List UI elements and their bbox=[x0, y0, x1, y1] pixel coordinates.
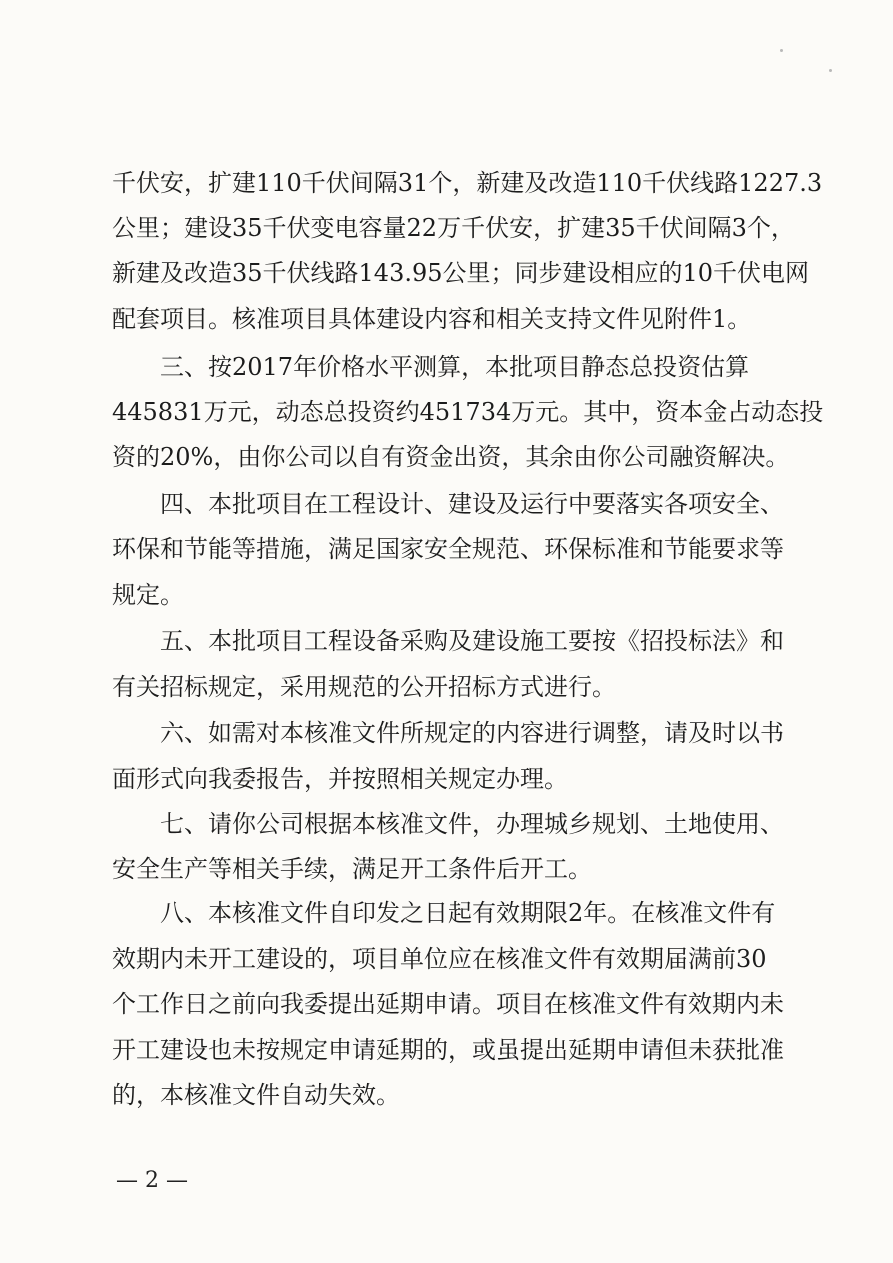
page-number: — 2 — bbox=[116, 1168, 188, 1193]
body-line: 公里；建设35千伏变电容量22万千伏安，扩建35千伏间隔3个， bbox=[112, 214, 795, 242]
paragraph-3-line: 资的20%，由你公司以自有资金出资，其余由你公司融资解决。 bbox=[112, 443, 790, 471]
paragraph-8-line: 开工建设也未按规定申请延期的，或虽提出延期申请但未获批准 bbox=[112, 1036, 784, 1064]
scan-speck bbox=[829, 69, 832, 72]
body-line: 配套项目。核准项目具体建设内容和相关支持文件见附件1。 bbox=[112, 305, 752, 333]
paragraph-7-line: 七、请你公司根据本核准文件，办理城乡规划、土地使用、 bbox=[160, 810, 784, 838]
paragraph-8-line: 个工作日之前向我委提出延期申请。项目在核准文件有效期内未 bbox=[112, 990, 784, 1018]
paragraph-5-line: 有关招标规定，采用规范的公开招标方式进行。 bbox=[112, 673, 616, 701]
paragraph-4-line: 环保和节能等措施，满足国家安全规范、环保标准和节能要求等 bbox=[112, 535, 784, 563]
scan-speck bbox=[780, 49, 783, 52]
paragraph-6-line: 六、如需对本核准文件所规定的内容进行调整，请及时以书 bbox=[160, 719, 784, 747]
paragraph-8-line: 的，本核准文件自动失效。 bbox=[112, 1081, 400, 1109]
body-line: 新建及改造35千伏线路143.95公里；同步建设相应的10千伏电网 bbox=[112, 259, 810, 287]
paragraph-3-line: 445831万元，动态总投资约451734万元。其中，资本金占动态投 bbox=[112, 398, 824, 426]
paragraph-8-line: 八、本核准文件自印发之日起有效期限2年。在核准文件有 bbox=[160, 899, 776, 927]
paragraph-4-line: 规定。 bbox=[112, 581, 184, 609]
paragraph-7-line: 安全生产等相关手续，满足开工条件后开工。 bbox=[112, 855, 592, 883]
paragraph-8-line: 效期内未开工建设的，项目单位应在核准文件有效期届满前30 bbox=[112, 945, 767, 973]
paragraph-4-line: 四、本批项目在工程设计、建设及运行中要落实各项安全、 bbox=[160, 490, 784, 518]
paragraph-5-line: 五、本批项目工程设备采购及建设施工要按《招投标法》和 bbox=[160, 627, 784, 655]
paragraph-3-line: 三、按2017年价格水平测算，本批项目静态总投资估算 bbox=[160, 353, 750, 381]
paragraph-6-line: 面形式向我委报告，并按照相关规定办理。 bbox=[112, 765, 568, 793]
body-line: 千伏安，扩建110千伏间隔31个，新建及改造110千伏线路1227.3 bbox=[112, 169, 823, 197]
